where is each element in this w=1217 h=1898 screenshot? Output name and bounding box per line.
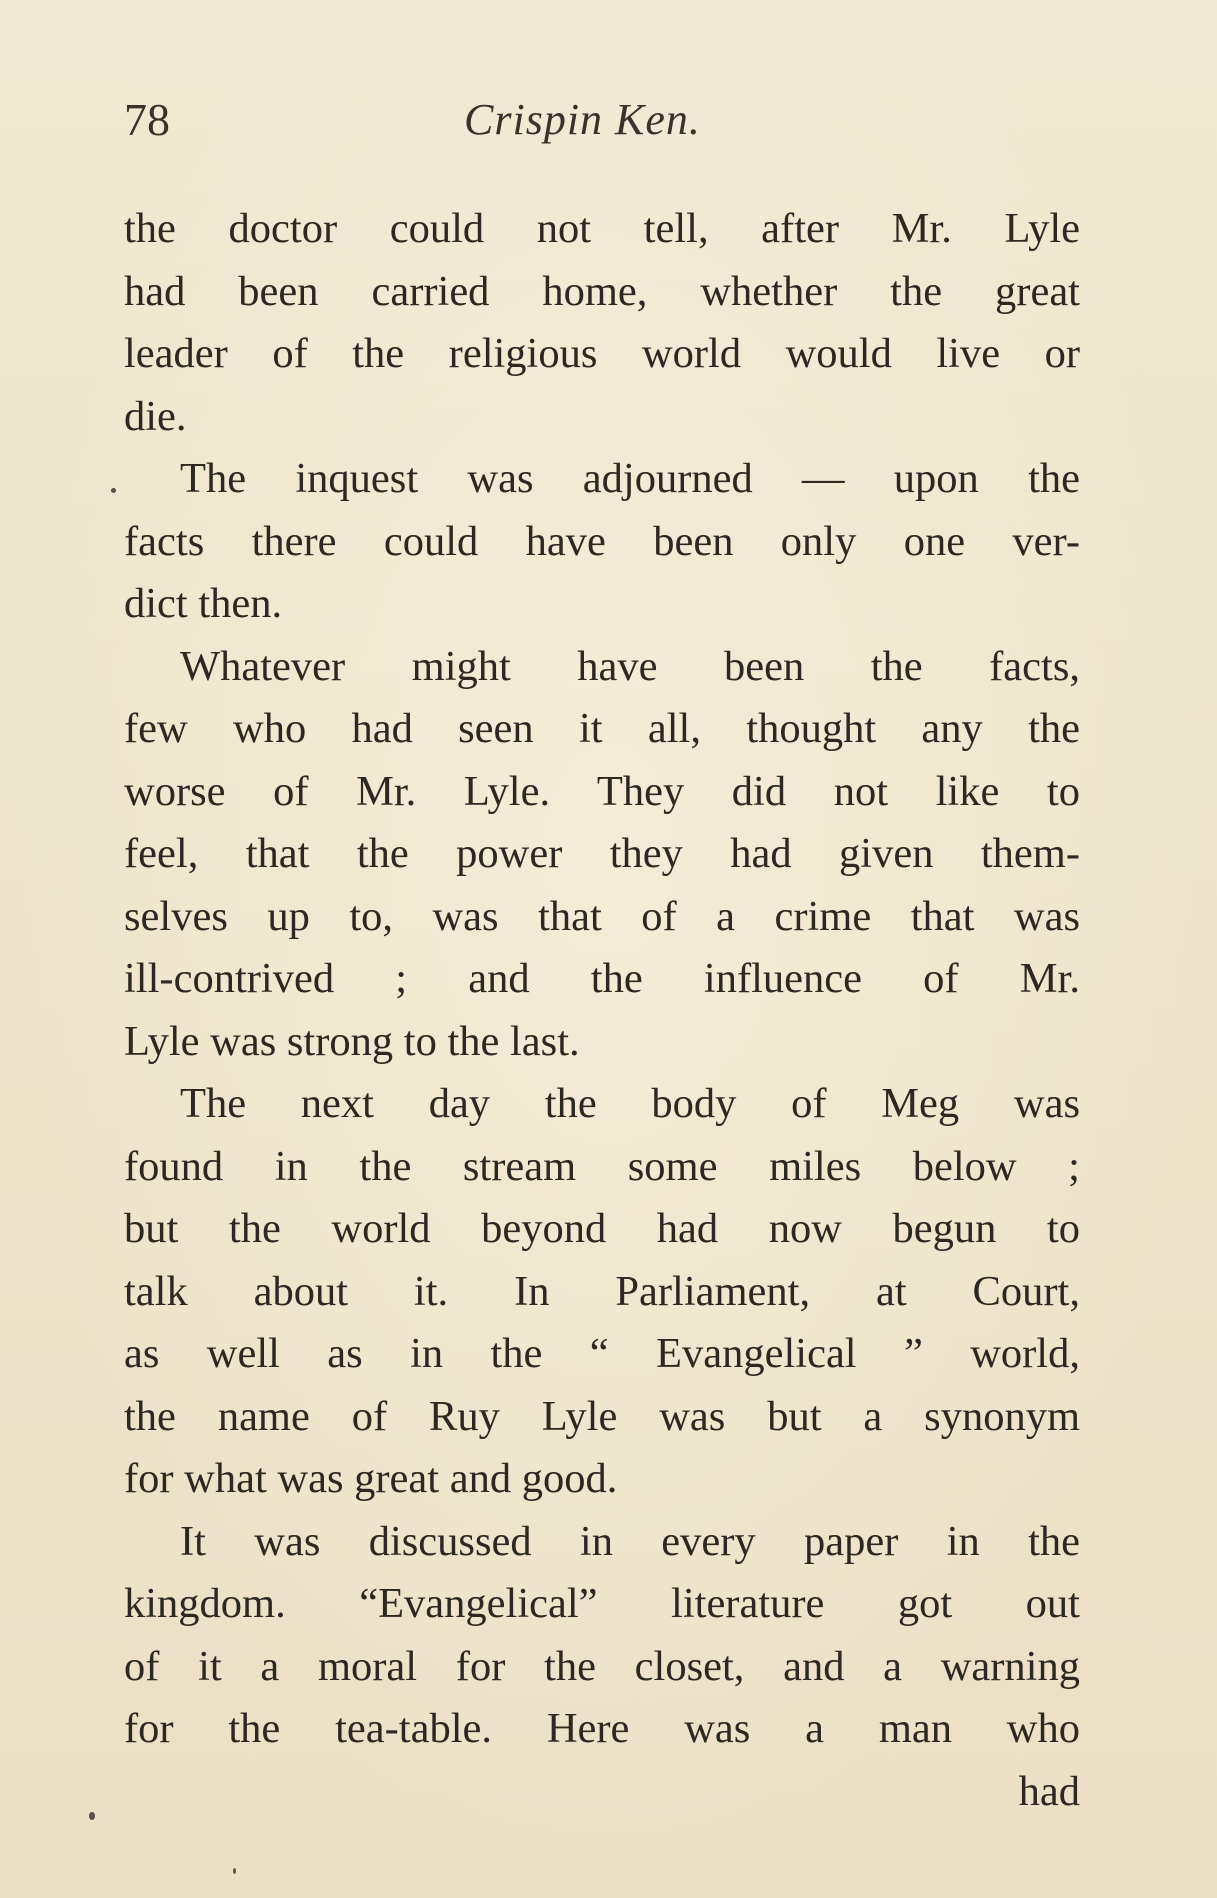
ink-speck — [111, 488, 116, 493]
text-line: selves up to, was that of a crime that was — [124, 892, 1080, 940]
text-line: for the tea-table. Here was a man who — [124, 1705, 1080, 1752]
text-line: as well as in the “ Evangelical ” world, — [124, 1330, 1080, 1377]
text-line: worse of Mr. Lyle. They did not like to — [124, 767, 1080, 815]
text-line: ill-contrived ; and the influence of Mr. — [124, 955, 1080, 1002]
text-line: feel, that the power they had given them- — [124, 830, 1080, 877]
text-line: leader of the religious world would live or — [124, 330, 1080, 377]
text-line: but the world beyond had now begun to — [124, 1205, 1080, 1252]
text-line: facts there could have been only one ver- — [124, 517, 1080, 565]
text-line: few who had seen it all, thought any the — [124, 705, 1080, 752]
paragraph-start-line: The inquest was adjourned — upon the — [180, 455, 1080, 502]
text-line: talk about it. In Parliament, at Court, — [124, 1267, 1080, 1315]
text-line: Lyle was strong to the last. — [124, 1017, 580, 1065]
text-line: found in the stream some miles below ; — [124, 1142, 1080, 1190]
catchword: had — [1018, 1767, 1080, 1815]
paragraph-start-line: It was discussed in every paper in the — [180, 1517, 1080, 1565]
text-line: of it a moral for the closet, and a warning — [124, 1642, 1080, 1690]
ink-speck — [89, 1812, 95, 1820]
page-number: 78 — [124, 94, 170, 145]
text-line: had been carried home, whether the great — [124, 267, 1080, 315]
running-title: Crispin Ken. — [464, 95, 701, 144]
paragraph-start-line: Whatever might have been the facts, — [180, 642, 1080, 690]
text-line: the doctor could not tell, after Mr. Lyle — [124, 205, 1080, 252]
body-text — [124, 198, 1080, 1823]
text-line: the name of Ruy Lyle was but a synonym — [124, 1392, 1080, 1440]
text-line: kingdom. “Evangelical” literature got out — [124, 1580, 1080, 1627]
text-line: die. — [124, 392, 187, 440]
ink-speck — [233, 1868, 236, 1874]
paragraph-start-line: The next day the body of Meg was — [180, 1080, 1080, 1127]
text-line: for what was great and good. — [124, 1455, 618, 1502]
page-header — [124, 92, 1084, 152]
text-line: dict then. — [124, 580, 283, 627]
